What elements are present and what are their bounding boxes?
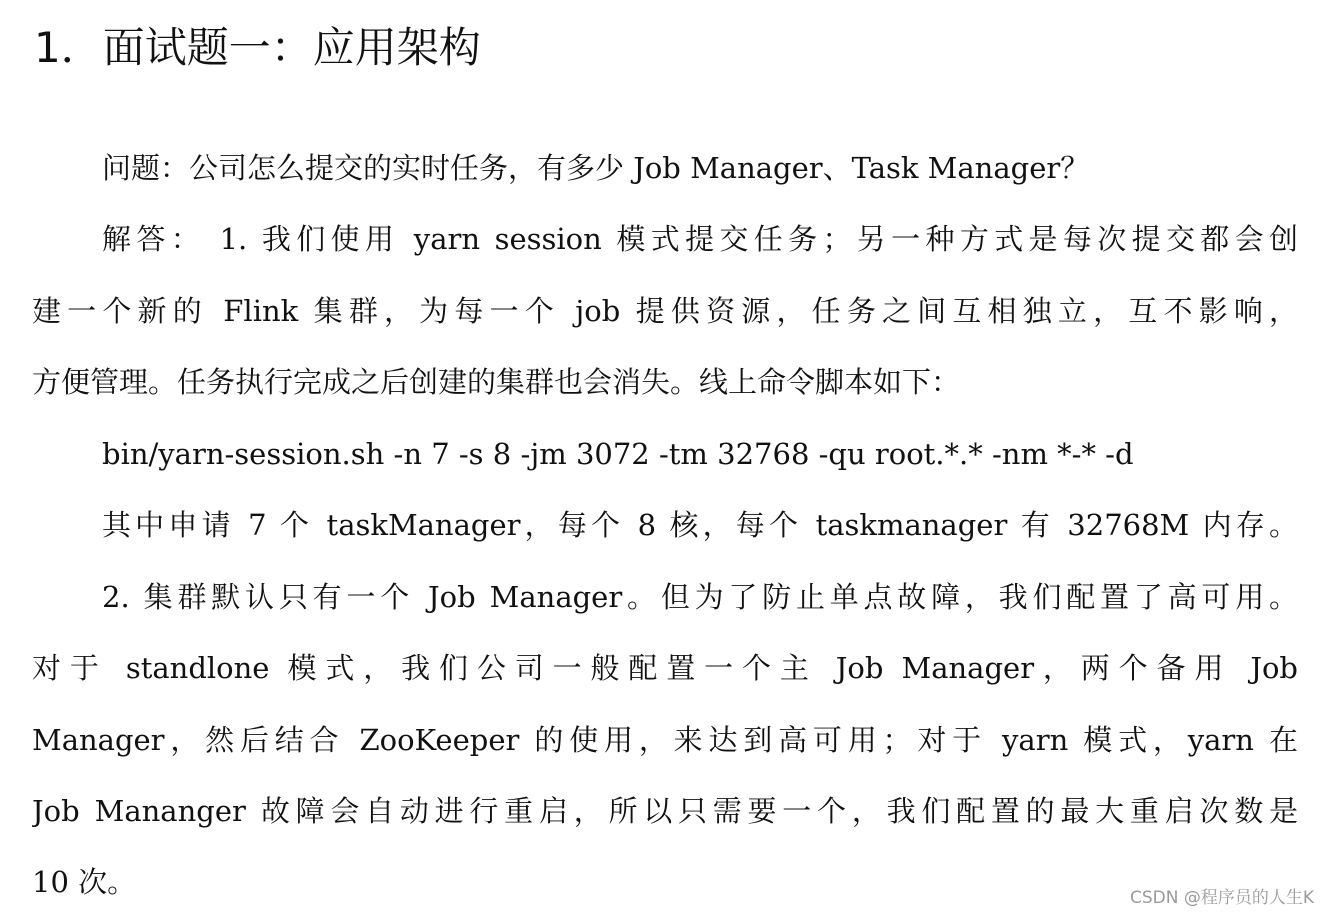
- ha-line-4: Job Mananger 故障会自动进行重启，所以只需要一个，我们配置的最大重启次数是: [32, 794, 1298, 828]
- ha-line-2: 对于 standlone 模式，我们公司一般配置一个主 Job Manager，两个备用 Job: [32, 651, 1298, 685]
- command-line: bin/yarn-session.sh -n 7 -s 8 -jm 3072 -tm 32768 -qu root.*.* -nm *-* -d: [102, 437, 1134, 471]
- ha-line-5: 10 次。: [32, 865, 137, 899]
- ha-line-3: Manager，然后结合 ZooKeeper 的使用，来达到高可用；对于 yarn 模式，yarn 在: [32, 723, 1298, 757]
- ha-line-1: 2. 集群默认只有一个 Job Manager。但为了防止单点故障，我们配置了高可用。: [102, 580, 1298, 614]
- answer-line-2: 建一个新的 Flink 集群，为每一个 job 提供资源，任务之间互相独立，互不影响，: [32, 294, 1298, 328]
- csdn-watermark: CSDN @程序员的人生K: [1129, 888, 1314, 908]
- answer-line-3: 方便管理。任务执行完成之后创建的集群也会消失。线上命令脚本如下：: [32, 365, 961, 399]
- page-title: 1．面试题一：应用架构: [34, 23, 481, 72]
- answer-line-1: 解答： 1. 我们使用 yarn session 模式提交任务；另一种方式是每次提交都会创: [102, 222, 1298, 256]
- question-line: 问题：公司怎么提交的实时任务，有多少 Job Manager、Task Manager？: [102, 151, 1090, 185]
- taskmanager-line: 其中申请 7 个 taskManager，每个 8 核，每个 taskmanager 有 32768M 内存。: [102, 508, 1298, 542]
